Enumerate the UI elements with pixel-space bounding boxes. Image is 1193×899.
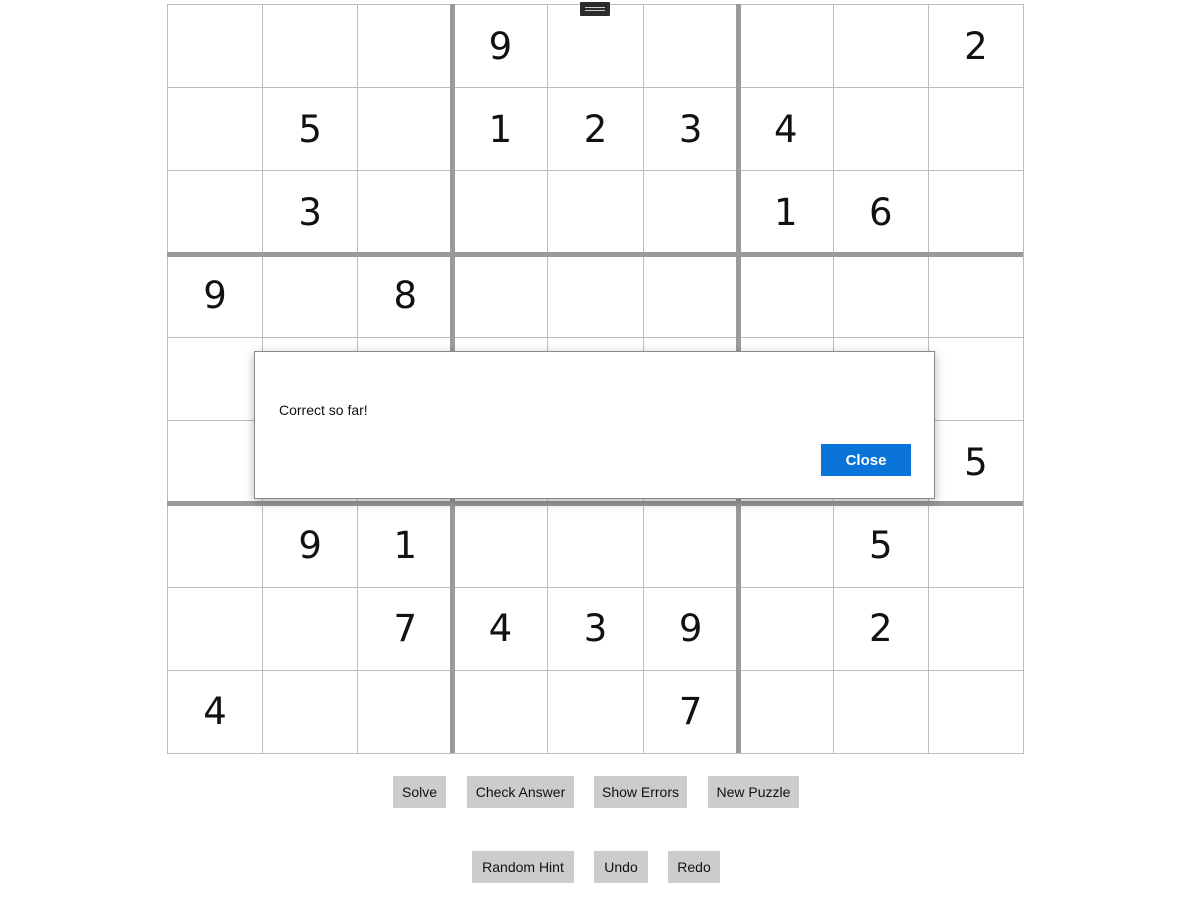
sudoku-cell-r7-c6[interactable] [643,503,739,587]
sudoku-cell-r6-c9[interactable]: 5 [928,420,1024,504]
new-puzzle-button[interactable]: New Puzzle [708,776,799,808]
sudoku-cell-r4-c8[interactable] [833,254,929,338]
undo-button[interactable]: Undo [594,851,648,883]
sudoku-cell-r9-c4[interactable] [452,670,548,754]
sudoku-cell-r2-c6[interactable]: 3 [643,87,739,171]
sudoku-cell-r4-c4[interactable] [452,254,548,338]
sudoku-cell-r3-c3[interactable] [357,170,453,254]
box-divider-horizontal [167,252,1023,257]
sudoku-cell-r7-c1[interactable] [167,503,263,587]
solve-button[interactable]: Solve [393,776,446,808]
sudoku-cell-r2-c7[interactable]: 4 [738,87,834,171]
sudoku-cell-r8-c7[interactable] [738,587,834,671]
box-divider-horizontal [167,501,1023,506]
sudoku-cell-r9-c9[interactable] [928,670,1024,754]
sudoku-cell-r6-c1[interactable] [167,420,263,504]
handle-line [585,10,605,11]
sudoku-cell-r1-c2[interactable] [262,4,358,88]
sudoku-cell-r8-c8[interactable]: 2 [833,587,929,671]
message-dialog [254,351,935,499]
sudoku-cell-r2-c9[interactable] [928,87,1024,171]
sudoku-cell-r3-c2[interactable]: 3 [262,170,358,254]
sudoku-cell-r2-c8[interactable] [833,87,929,171]
show-errors-button[interactable]: Show Errors [594,776,687,808]
sudoku-cell-r7-c3[interactable]: 1 [357,503,453,587]
sudoku-cell-r2-c1[interactable] [167,87,263,171]
sudoku-cell-r1-c5[interactable] [547,4,643,88]
close-button[interactable]: Close [821,444,911,476]
sudoku-cell-r7-c7[interactable] [738,503,834,587]
sudoku-cell-r8-c6[interactable]: 9 [643,587,739,671]
sudoku-cell-r8-c1[interactable] [167,587,263,671]
sudoku-cell-r7-c9[interactable] [928,503,1024,587]
sudoku-cell-r7-c8[interactable]: 5 [833,503,929,587]
sudoku-cell-r8-c3[interactable]: 7 [357,587,453,671]
sudoku-cell-r8-c9[interactable] [928,587,1024,671]
sudoku-cell-r4-c1[interactable]: 9 [167,254,263,338]
sudoku-cell-r3-c8[interactable]: 6 [833,170,929,254]
drag-handle-icon[interactable] [580,2,610,16]
sudoku-cell-r4-c3[interactable]: 8 [357,254,453,338]
sudoku-cell-r1-c6[interactable] [643,4,739,88]
sudoku-cell-r9-c7[interactable] [738,670,834,754]
sudoku-cell-r7-c2[interactable]: 9 [262,503,358,587]
sudoku-cell-r2-c4[interactable]: 1 [452,87,548,171]
sudoku-cell-r3-c4[interactable] [452,170,548,254]
sudoku-cell-r1-c7[interactable] [738,4,834,88]
sudoku-cell-r1-c9[interactable]: 2 [928,4,1024,88]
sudoku-cell-r2-c5[interactable]: 2 [547,87,643,171]
sudoku-cell-r9-c8[interactable] [833,670,929,754]
sudoku-cell-r7-c4[interactable] [452,503,548,587]
sudoku-cell-r1-c1[interactable] [167,4,263,88]
sudoku-cell-r3-c9[interactable] [928,170,1024,254]
sudoku-cell-r1-c3[interactable] [357,4,453,88]
sudoku-cell-r3-c5[interactable] [547,170,643,254]
sudoku-cell-r3-c7[interactable]: 1 [738,170,834,254]
sudoku-cell-r4-c6[interactable] [643,254,739,338]
dialog-message: Correct so far! [279,402,368,418]
handle-line [585,7,605,8]
sudoku-cell-r9-c1[interactable]: 4 [167,670,263,754]
sudoku-cell-r8-c2[interactable] [262,587,358,671]
sudoku-cell-r1-c4[interactable]: 9 [452,4,548,88]
redo-button[interactable]: Redo [668,851,720,883]
sudoku-cell-r3-c1[interactable] [167,170,263,254]
sudoku-cell-r2-c3[interactable] [357,87,453,171]
sudoku-cell-r4-c9[interactable] [928,254,1024,338]
sudoku-cell-r4-c5[interactable] [547,254,643,338]
sudoku-cell-r9-c2[interactable] [262,670,358,754]
sudoku-cell-r9-c6[interactable]: 7 [643,670,739,754]
sudoku-cell-r1-c8[interactable] [833,4,929,88]
sudoku-cell-r2-c2[interactable]: 5 [262,87,358,171]
sudoku-cell-r9-c3[interactable] [357,670,453,754]
sudoku-cell-r5-c9[interactable] [928,337,1024,421]
sudoku-cell-r8-c4[interactable]: 4 [452,587,548,671]
sudoku-cell-r5-c1[interactable] [167,337,263,421]
check-answer-button[interactable]: Check Answer [467,776,574,808]
sudoku-cell-r7-c5[interactable] [547,503,643,587]
sudoku-cell-r8-c5[interactable]: 3 [547,587,643,671]
sudoku-cell-r4-c2[interactable] [262,254,358,338]
sudoku-cell-r4-c7[interactable] [738,254,834,338]
random-hint-button[interactable]: Random Hint [472,851,574,883]
sudoku-cell-r3-c6[interactable] [643,170,739,254]
sudoku-cell-r9-c5[interactable] [547,670,643,754]
